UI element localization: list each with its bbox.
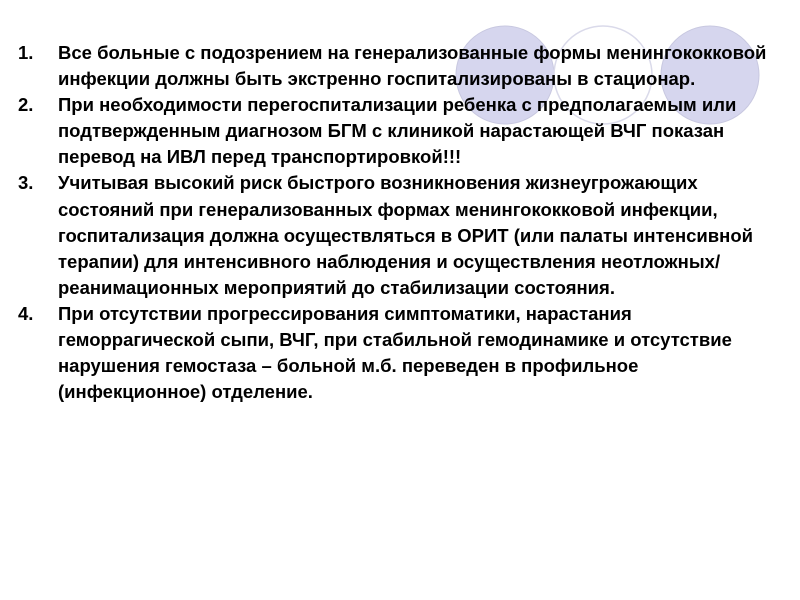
list-item-text: При необходимости перегоспитализации ребенка с предполагаемым или подтвержденным диагнозом БГМ с клиникой нарастающей ВЧГ показан перевод на ИВЛ перед транспортировкой!!! bbox=[58, 94, 737, 168]
numbered-list bbox=[18, 40, 788, 405]
list-item-number: 4. bbox=[18, 302, 34, 324]
list-item-number: 3. bbox=[18, 172, 34, 194]
list-item-text: Все больные с подозрением на генерализованные формы менингококковой инфекции должны быть экстренно госпитализированы в стационар. bbox=[58, 42, 767, 90]
list-item-text: Учитывая высокий риск быстрого возникновения жизнеугрожающих состояний при генерализованных формах менингококковой инфекции, госпитализация должна осуществляться в ОРИТ (или палаты интенсивной терапии) для интенсивного наблюдения и осуществления неотложных/реанимационных мероприятий до стабилизации состояния. bbox=[58, 172, 754, 298]
list-item-number: 2. bbox=[18, 94, 34, 116]
list-item-number: 1. bbox=[18, 42, 34, 63]
list-item-text: При отсутствии прогрессирования симптоматики, нарастания геморрагической сыпи, ВЧГ, при стабильной гемодинамике и отсутствие нарушения гемостаза – больной м.б. переведен в профильное (инфекционное) отделение. bbox=[58, 302, 732, 403]
list-item bbox=[18, 170, 788, 300]
list-item bbox=[18, 92, 788, 170]
list-item bbox=[18, 40, 788, 92]
list-item bbox=[18, 301, 788, 405]
